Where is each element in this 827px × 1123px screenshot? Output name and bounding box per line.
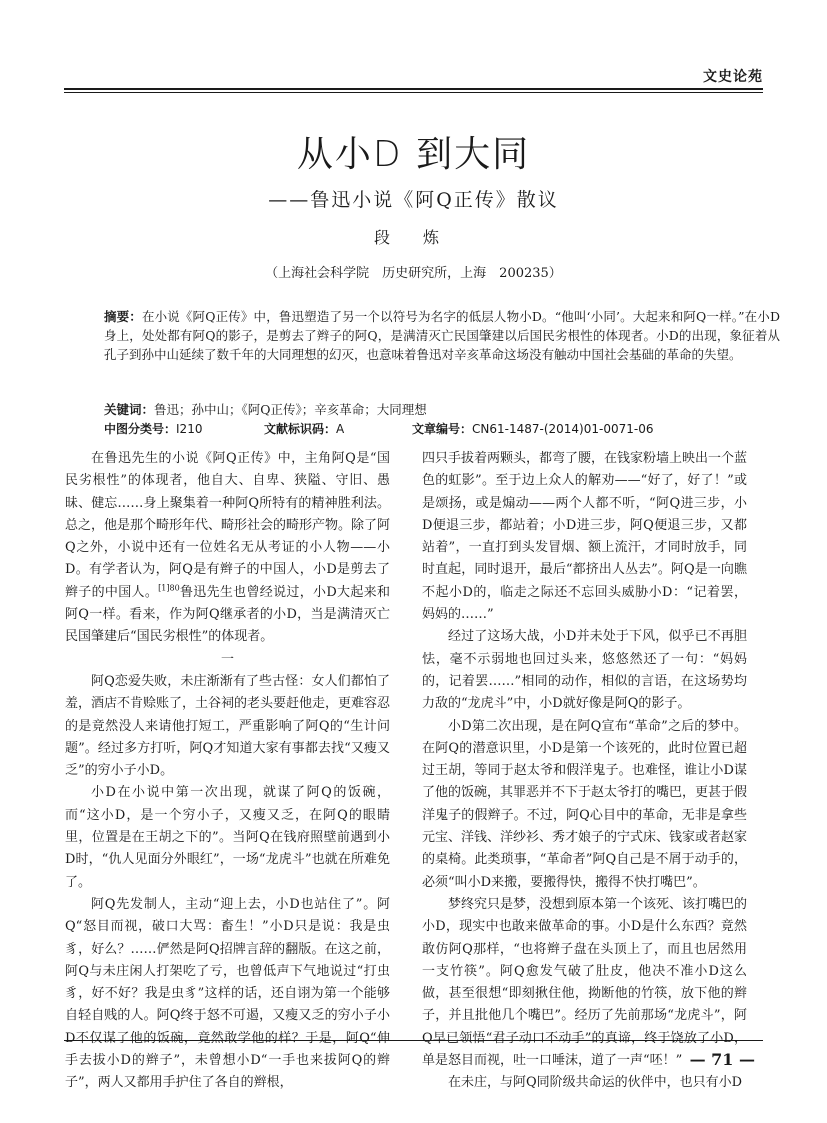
doc-label: 文献标识码：: [264, 422, 337, 436]
body-column-right: [422, 448, 747, 1095]
abstract-text: 在小说《阿Q正传》中，鲁迅塑造了另一个以符号为名字的低层人物小D。“他叫‘小同’。大起来和阿Q一样。”在小D身上，处处都有阿Q的影子，是剪去了辫子的阿Q，是满清灭亡民国肇建以后国民劣根性的体现者。小D的出现，象征着从孔子到孙中山延续了数千年的大同理想的幻灭，也意味着鲁迅对辛亥革命这场没有触动中国社会基础的革命的失望。: [104, 309, 780, 362]
section-number: 一: [220, 651, 234, 667]
section-tag: 文史论苑: [703, 69, 763, 85]
article-number: [412, 420, 653, 439]
body-paragraph: 小D第二次出现，是在阿Q宣布“革命”之后的梦中。在阿Q的潜意识里，小D是第一个该死的，此时位置已超过王胡，等同于赵太爷和假洋鬼子。也难怪，谁让小D谋了他的饭碗，其罪恶并不下于赵太爷打的嘴巴，更甚于假洋鬼子的假辫子。不过，阿Q心目中的革命，无非是拿些元宝、洋钱、洋纱衫、秀才娘子的宁式床、钱家或者赵家的桌椅。此类琐事，“革命者”阿Q自己是不屑于动手的，必须“叫小D来搬，要搬得快，搬得不快打嘴巴”。: [422, 718, 748, 890]
clc-number: [104, 420, 202, 439]
body-paragraph: 在未庄，与阿Q同阶级共命运的伙伴中，也只有小D: [448, 1075, 743, 1091]
body-paragraph: 阿Q先发制人，主动“迎上去，小D也站住了”。阿Q“怒目而视，破口大骂：畜生！”小D只是说：我是虫豸，好么？……俨然是阿Q招牌言辞的翻版。在这之前，阿Q与未庄闲人打架吃了亏，也曾低声下气地说过“打虫豸，好不好？我是虫豸”这样的话，还自诩为第一个能够自轻自贱的人。阿Q终于怒不可遏，又瘦又乏的穷小子小D不仅谋了他的饭碗，竟然敢学他的样？于是，阿Q“伸手去拔小D的辫子”，未曾想小D“一手也来拔阿Q的辫子”，两人又都用手护住了各自的辫根，: [65, 896, 390, 1091]
abstract: [104, 307, 780, 364]
clc-value: I210: [176, 422, 203, 436]
page-number: — 71 —: [689, 1050, 755, 1069]
paragraph-text: 鲁迅先生也曾经说过，小D大起来和阿Q一样。看来，作为阿Q继承者的小D，当是满清灭亡民国肇建后“国民劣根性”的体现者。: [65, 584, 390, 645]
document-code: [264, 420, 344, 439]
doc-value: A: [336, 422, 345, 436]
citation-ref: [1]80: [158, 583, 180, 593]
clc-label: 中图分类号：: [104, 422, 177, 436]
article-no-value: CN61-1487-(2014)01-0071-06: [472, 422, 654, 436]
footer-rule: [64, 1040, 763, 1041]
body-paragraph: 经过了这场大战，小D并未处于下风，似乎已不再胆怯，毫不示弱地也回过头来，悠悠然还了一句：“妈妈的，记着罢……”相同的动作，相似的言语，在这场势均力敌的“龙虎斗”中，小D就好像是阿Q的影子。: [422, 629, 747, 712]
keywords-label: 关键词：: [104, 402, 155, 417]
body-column-left: [65, 448, 390, 1095]
body-paragraph: 小D在小说中第一次出现，就谋了阿Q的饭碗，而“这小D，是一个穷小子，又瘦又乏，在阿Q的眼睛里，位置是在王胡之下的”。当阿Q在钱府照壁前遇到小D时，“仇人见面分外眼红”，一场“龙虎斗”也就在所难免了。: [65, 785, 390, 890]
header-rule-thin: [64, 92, 763, 93]
keywords-text: 鲁迅；孙中山；《阿Q正传》；辛亥革命；大同理想: [154, 402, 427, 417]
body-paragraph: 阿Q恋爱失败，未庄渐渐有了些古怪：女人们都怕了羞，酒店不肯赊账了，土谷祠的老头要赶他走，更难容忍的是竟然没人来请他打短工，严重影响了阿Q的“生计问题”。经过多方打听，阿Q才知道大家有事都去找“又瘦又乏”的穷小子小D。: [65, 673, 391, 779]
article-author: 段 炼: [373, 228, 454, 247]
abstract-label: 摘要：: [104, 309, 142, 324]
author-affiliation: （上海社会科学院 历史研究所，上海 200235）: [265, 266, 562, 281]
paragraph-text: 在鲁迅先生的小说《阿Q正传》中，主角阿Q是“国民劣根性”的体现者，他自大、自卑、狭隘、守旧、愚昧、健忘……身上聚集着一种阿Q所特有的精神胜利法。总之，他是那个畸形年代、畸形社会的畸形产物。除了阿Q之外，小说中还有一位姓名无从考证的小人物——小D。有学者认为，阿Q是有辫子的中国人，小D是剪去了辫子的中国人。: [65, 451, 391, 600]
header-rule: [64, 88, 763, 90]
article-title: 从小D 到大同: [296, 134, 531, 175]
article-subtitle: ——鲁迅小说《阿Q正传》散议: [268, 189, 559, 211]
article-no-label: 文章编号：: [412, 422, 473, 436]
body-paragraph: 梦终究只是梦，没想到原本第一个该死、该打嘴巴的小D，现实中也敢来做革命的事。小D是什么东西？竟然敢仿阿Q那样，“也将辫子盘在头顶上了，而且也居然用一支竹筷”。阿Q愈发气破了肚皮，他决不准小D这么做，甚至很想“即刻揪住他，拗断他的竹筷，放下他的辫子，并且批他几个嘴巴”。经历了先前那场“龙虎斗”，阿Q早已领悟“君子动口不动手”的真谛，终于饶放了小D，单是怒目而视，吐一口唾沫，道了一声“呸！”: [422, 896, 748, 1069]
keywords: [104, 400, 780, 419]
body-paragraph: 四只手拔着两颗头，都弯了腰，在钱家粉墙上映出一个蓝色的虹影”。至于边上众人的解劝——“好了，好了！”或是颂扬，或是煽动——两个人都不听，“阿Q进三步，小D便退三步，都站着；小D进三步，阿Q便退三步，又都站着”，一直打到头发冒烟、额上流汗，才同时放手，同时直起，同时退开，最后“都挤出人丛去”。阿Q是一向瞧不起小D的，临走之际还不忘回头威胁小D：“记着罢，妈妈的……”: [422, 451, 748, 623]
body-paragraph: [65, 448, 390, 649]
